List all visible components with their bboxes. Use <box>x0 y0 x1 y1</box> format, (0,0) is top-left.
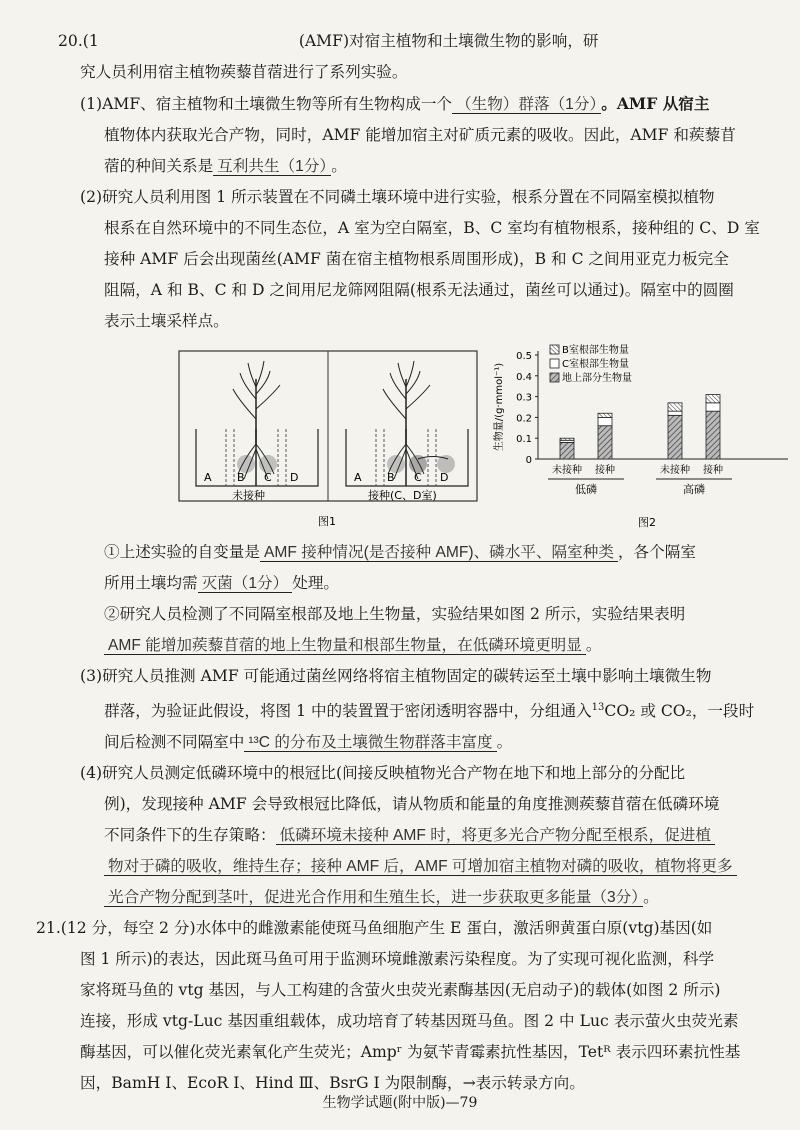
fig1-left-label: 未接种 <box>232 489 265 502</box>
q20-sub2-line1: ②研究人员检测了不同隔室根部及地上生物量，实验结果如图 2 所示，实验结果表明 <box>104 605 686 623</box>
answer-blank: 光合产物分配到茎叶，促进光合作用和生殖生长，进一步获取更多能量（3分） <box>104 889 643 907</box>
q20-part4-line1: (4)研究人员测定低磷环境中的根冠比(间接反映植物光合产物在地下和地上部分的分配比 <box>80 764 686 783</box>
legend-swatch <box>550 359 559 368</box>
q20-sub1-line2: 所用土壤均需 灭菌（1分） 处理。 <box>104 574 340 592</box>
bar-segment <box>706 395 720 403</box>
fig1-right-label: 接种(C、D室) <box>368 489 437 502</box>
legend-swatch <box>550 345 559 354</box>
y-tick-label: 0.1 <box>516 434 532 446</box>
bar-segment <box>560 438 574 440</box>
q21-line2: 图 1 所示)的表达，因此斑马鱼可用于监测环境雌激素污染程度。为了实现可视化监测，科学 <box>80 950 715 969</box>
bar-segment <box>668 415 682 459</box>
q20-part4-line4 <box>58 851 760 882</box>
q20-part4-line2: 例)，发现接种 AMF 会导致根冠比降低，请从物质和能量的角度推测蒺藜苜蓿在低磷环境 <box>104 795 720 814</box>
svg-text:A: A <box>204 471 212 484</box>
legend-label: B室根部生物量 <box>562 345 629 356</box>
figure-1-apparatus <box>178 349 478 529</box>
svg-text:C: C <box>414 471 422 484</box>
fig2-caption: 图2 <box>638 516 656 529</box>
svg-text:B: B <box>387 471 395 484</box>
q20-part4-line5: 光合产物分配到茎叶，促进光合作用和生殖生长，进一步获取更多能量（3分） 。 <box>58 882 760 913</box>
q20-part2-line1: (2)研究人员利用图 1 所示装置在不同磷土壤环境中进行实验，根系分置在不同隔室模拟植物 <box>80 188 715 206</box>
q20-part1-line2: 植物体内获取光合产物，同时，AMF 能增加宿主对矿质元素的吸收。因此，AMF 和蒺藜苜 <box>104 126 736 144</box>
svg-text:B: B <box>237 471 245 484</box>
y-tick-label: 0.4 <box>516 371 532 383</box>
q21-line5: 酶基因，可以催化荧光素氧化产生荧光；Ampʳ 为氨苄青霉素抗性基因，Tetᴿ 表示四环素抗性基 <box>80 1043 741 1062</box>
q20-part1-line1: (1)AMF、宿主植物和土壤微生物等所有生物构成一个 （生物）群落（1分） 。AMF 从宿主 <box>80 94 710 113</box>
bar-segment <box>598 426 612 459</box>
figure-2-chart <box>488 341 800 531</box>
svg-text:A: A <box>354 471 362 484</box>
x-tick-label: 接种 <box>703 465 723 476</box>
legend-swatch <box>550 373 559 382</box>
page-footer: 生物学试题(附中版)—79 <box>322 1095 478 1111</box>
q20-header-text: (AMF)对宿主植物和土壤微生物的影响，研 <box>298 32 599 50</box>
legend-label: 地上部分生物量 <box>562 373 632 384</box>
y-axis-label: 生物量/(g·mmol⁻¹) <box>494 362 505 452</box>
q20-sub2-line2: AMF 能增加蒺藜苜蓿的地上生物量和根部生物量，在低磷环境更明显 。 <box>58 630 760 661</box>
legend-label: C室根部生物量 <box>562 359 629 370</box>
q20-sub1-line1: ①上述实验的自变量是 AMF 接种情况(是否接种 AMF)、磷水平、隔室种类 ，各个隔室 <box>104 543 696 561</box>
x-tick-label: 接种 <box>595 465 615 476</box>
q20-part2-line4: 阻隔，A 和 B、C 和 D 之间用尼龙筛网阻隔(根系无法通过，菌丝可以通过)。隔室中的圆圈 <box>104 281 734 299</box>
answer-blank: AMF 能增加蒺藜苜蓿的地上生物量和根部生物量，在低磷环境更明显 <box>104 637 586 655</box>
bar-segment <box>598 413 612 417</box>
y-tick-label: 0.5 <box>516 351 532 362</box>
q20-part1-line3: 蓿的种间关系是 互利共生（1分） 。 <box>104 157 347 175</box>
q21-line3: 家将斑马鱼的 vtg 基因，与人工构建的含萤火虫荧光素酶基因(无启动子)的载体(如图 2 所示) <box>80 981 721 1000</box>
y-tick-label: 0.3 <box>516 392 532 404</box>
q20-part3-line1: (3)研究人员推测 AMF 可能通过菌丝网络将宿主植物固定的碳转运至土壤中影响土壤微生物 <box>80 667 712 685</box>
bar-segment <box>668 403 682 411</box>
q21-line1: 21.(12 分，每空 2 分)水体中的雌激素能使斑马鱼细胞产生 E 蛋白，激活卵黄蛋白原(vtg)基因(如 <box>36 919 713 938</box>
q20-part4-line3: 不同条件下的生存策略： 低磷环境未接种 AMF 时，将更多光合产物分配至根系，促进植 <box>58 820 760 851</box>
q20-part2-line5: 表示土壤采样点。 <box>104 312 229 330</box>
q20-header <box>58 26 760 57</box>
answer-blank: 低磷环境未接种 AMF 时，将更多光合产物分配至根系，促进植 <box>276 827 715 845</box>
svg-text:C: C <box>264 471 272 484</box>
group-label: 高磷 <box>683 483 705 496</box>
question-number: 20.(1 <box>58 32 99 50</box>
answer-blank: 物对于磷的吸收，维持生存；接种 AMF 后，AMF 可增加宿主植物对磷的吸收，植物将更多 <box>104 858 737 876</box>
bar-segment <box>560 442 574 459</box>
q20-part2-line2: 根系在自然环境中的不同生态位，A 室为空白隔室，B、C 室均有植物根系，接种组的 C、D 室 <box>104 219 760 237</box>
figure-row <box>58 341 760 531</box>
answer-blank: 灭菌（1分） <box>198 575 293 593</box>
y-tick-label: 0.2 <box>516 413 532 425</box>
x-tick-label: 未接种 <box>552 465 582 476</box>
answer-blank: AMF 接种情况(是否接种 AMF)、磷水平、隔室种类 <box>260 544 618 562</box>
group-label: 低磷 <box>575 483 597 496</box>
q21-line4: 连接，形成 vtg-Luc 基因重组载体，成功培育了转基因斑马鱼。图 2 中 Luc 表示萤火虫荧光素 <box>80 1012 739 1031</box>
q20-line2: 究人员利用宿主植物蒺藜苜蓿进行了系列实验。 <box>80 63 408 81</box>
x-tick-label: 未接种 <box>660 465 690 476</box>
bar-segment <box>706 411 720 459</box>
fig1-caption: 图1 <box>318 515 336 528</box>
bar-segment <box>598 417 612 425</box>
svg-text:D: D <box>440 471 449 484</box>
q21-line6: 因，BamH Ⅰ、EcoR Ⅰ、Hind Ⅲ、BsrG Ⅰ 为限制酶，→表示转录方向。 <box>80 1074 585 1093</box>
answer-blank: （生物）群落（1分） <box>452 96 601 114</box>
bar-segment <box>706 403 720 411</box>
q20-part2-line3: 接种 AMF 后会出现菌丝(AMF 菌在宿主植物根系周围形成)，B 和 C 之间用亚克力板完全 <box>104 250 729 268</box>
y-tick-label: 0 <box>525 455 532 466</box>
bar-segment <box>668 411 682 415</box>
svg-text:D: D <box>290 471 299 484</box>
q20-part3-line2: 群落，为验证此假设，将图 1 中的装置置于密闭透明容器中，分组通入$^{13}$CO₂ 或 CO₂，一段时 <box>104 702 755 721</box>
answer-blank: ¹³C 的分布及土壤微生物群落丰富度 <box>244 734 496 752</box>
q20-part3-line3: 间后检测不同隔室中 ¹³C 的分布及土壤微生物群落丰富度 。 <box>104 733 513 752</box>
answer-blank: 互利共生（1分） <box>213 158 331 176</box>
